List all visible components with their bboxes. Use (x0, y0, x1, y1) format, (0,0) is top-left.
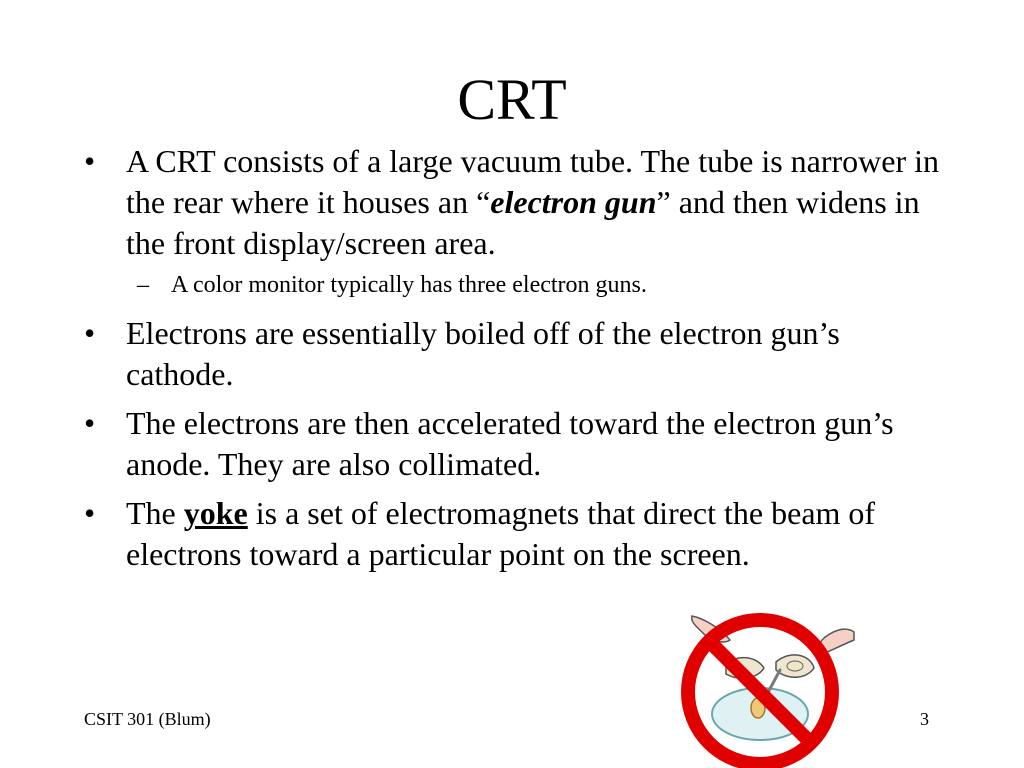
bullet-text: The electrons are then accelerated toward the electron gun’s anode. They are also collimated. (126, 405, 894, 482)
electron-gun-emphasis: electron gun (490, 184, 657, 220)
bullet-text: ” and then widens in the front display/screen area. (126, 184, 920, 261)
bullet-marker: • (84, 405, 96, 441)
bullet-yoke (84, 493, 944, 575)
bullet-text: The (126, 495, 184, 531)
bullet-marker: • (84, 143, 96, 179)
slide-number: 3 (920, 709, 929, 729)
slide-title: CRT (457, 67, 567, 132)
sub-bullet-color-monitor (84, 270, 944, 301)
bullet-marker: • (84, 495, 96, 531)
no-oysters-prohibition-icon (668, 612, 858, 768)
bullet-crt-definition (84, 141, 944, 264)
slide-body (84, 141, 944, 583)
bullet-marker: • (84, 315, 96, 351)
footer-course-label: CSIT 301 (Blum) (84, 709, 211, 729)
bullet-text: A CRT consists of a large vacuum tube. The tube is narrower in the rear where it houses an “ (126, 143, 940, 220)
yoke-emphasis: yoke (183, 495, 248, 531)
bullet-text: Electrons are essentially boiled off of the electron gun’s cathode. (126, 315, 840, 392)
bullet-anode (84, 403, 944, 485)
sub-bullet-marker: – (137, 272, 149, 298)
bullet-cathode (84, 313, 944, 395)
bullet-text: is a set of electromagnets that direct the beam of electrons toward a particular point on the screen. (126, 495, 876, 572)
sub-bullet-text: A color monitor typically has three electron guns. (171, 272, 647, 298)
